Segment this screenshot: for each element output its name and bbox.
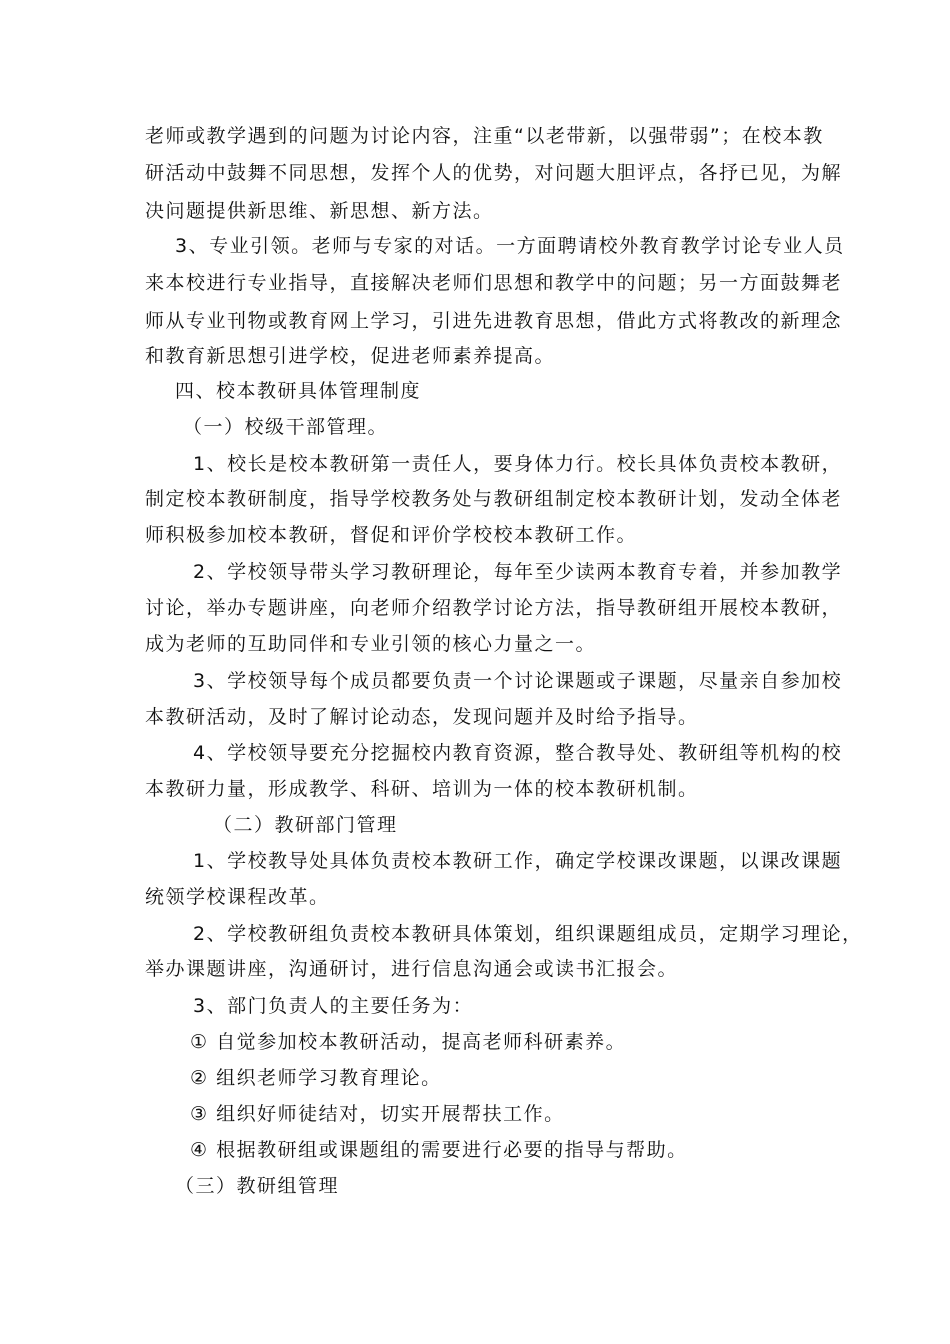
text-line: 和教育新思想引进学校，促进老师素养提高。	[145, 345, 556, 367]
text-line: 成为老师的互助同伴和专业引领的核心力量之一。	[145, 633, 597, 655]
text-line: 师从专业刊物或教育网上学习，引进先进教育思想，借此方式将教改的新理念	[145, 310, 843, 332]
list-item: ④ 根据教研组或课题组的需要进行必要的指导与帮助。	[190, 1139, 688, 1161]
list-item: ③ 组织好师徒结对，切实开展帮扶工作。	[190, 1103, 565, 1125]
section-heading: 四、校本教研具体管理制度	[175, 380, 422, 402]
text-line: 3、专业引领。老师与专家的对话。一方面聘请校外教育教学讨论专业人员	[175, 235, 845, 257]
text-line: 制定校本教研制度，指导学校教务处与教研组制定校本教研计划，发动全体老	[145, 488, 843, 510]
text-line: 师积极参加校本教研，督促和评价学校校本教研工作。	[145, 524, 638, 546]
text-line: 3、部门负责人的主要任务为：	[193, 995, 474, 1017]
subsection-heading: （一）校级干部管理。	[183, 416, 389, 438]
text-line: 3、学校领导每个成员都要负责一个讨论课题或子课题，尽量亲自参加校	[193, 670, 843, 692]
subsection-heading: （三）教研组管理	[175, 1175, 340, 1197]
text-line: 讨论，举办专题讲座，向老师介绍教学讨论方法，指导教研组开展校本教研，	[145, 597, 843, 619]
text-line: 研活动中鼓舞不同思想，发挥个人的优势，对问题大胆评点，各抒已见，为解	[145, 162, 843, 184]
text-line: 4、学校领导要充分挖掘校内教育资源，整合教导处、教研组等机构的校	[193, 742, 843, 764]
text-line: 决问题提供新思维、新思想、新方法。	[145, 200, 494, 222]
list-item: ② 组织老师学习教育理论。	[190, 1067, 442, 1089]
text-line: 来本校进行专业指导，直接解决老师们思想和教学中的问题；另一方面鼓舞老	[145, 272, 843, 294]
text-line: 2、学校领导带头学习教研理论，每年至少读两本教育专着，并参加教学	[193, 561, 843, 583]
text-line: 本教研活动，及时了解讨论动态，发现问题并及时给予指导。	[145, 706, 699, 728]
text-line: 统领学校课程改革。	[145, 886, 330, 908]
text-line: 举办课题讲座，沟通研讨，进行信息沟通会或读书汇报会。	[145, 958, 679, 980]
subsection-heading: （二）教研部门管理	[213, 814, 398, 836]
text-line: 老师或教学遇到的问题为讨论内容，注重“以老带新，以强带弱”；在校本教	[145, 125, 824, 147]
list-item: ① 自觉参加校本教研活动，提高老师科研素养。	[190, 1031, 627, 1053]
text-line: 2、学校教研组负责校本教研具体策划，组织课题组成员，定期学习理论，	[193, 923, 863, 945]
text-line: 1、校长是校本教研第一责任人，要身体力行。校长具体负责校本教研，	[193, 453, 843, 475]
text-line: 1、学校教导处具体负责校本教研工作，确定学校课改课题，以课改课题	[193, 850, 843, 872]
text-line: 本教研力量，形成教学、科研、培训为一体的校本教研机制。	[145, 778, 699, 800]
